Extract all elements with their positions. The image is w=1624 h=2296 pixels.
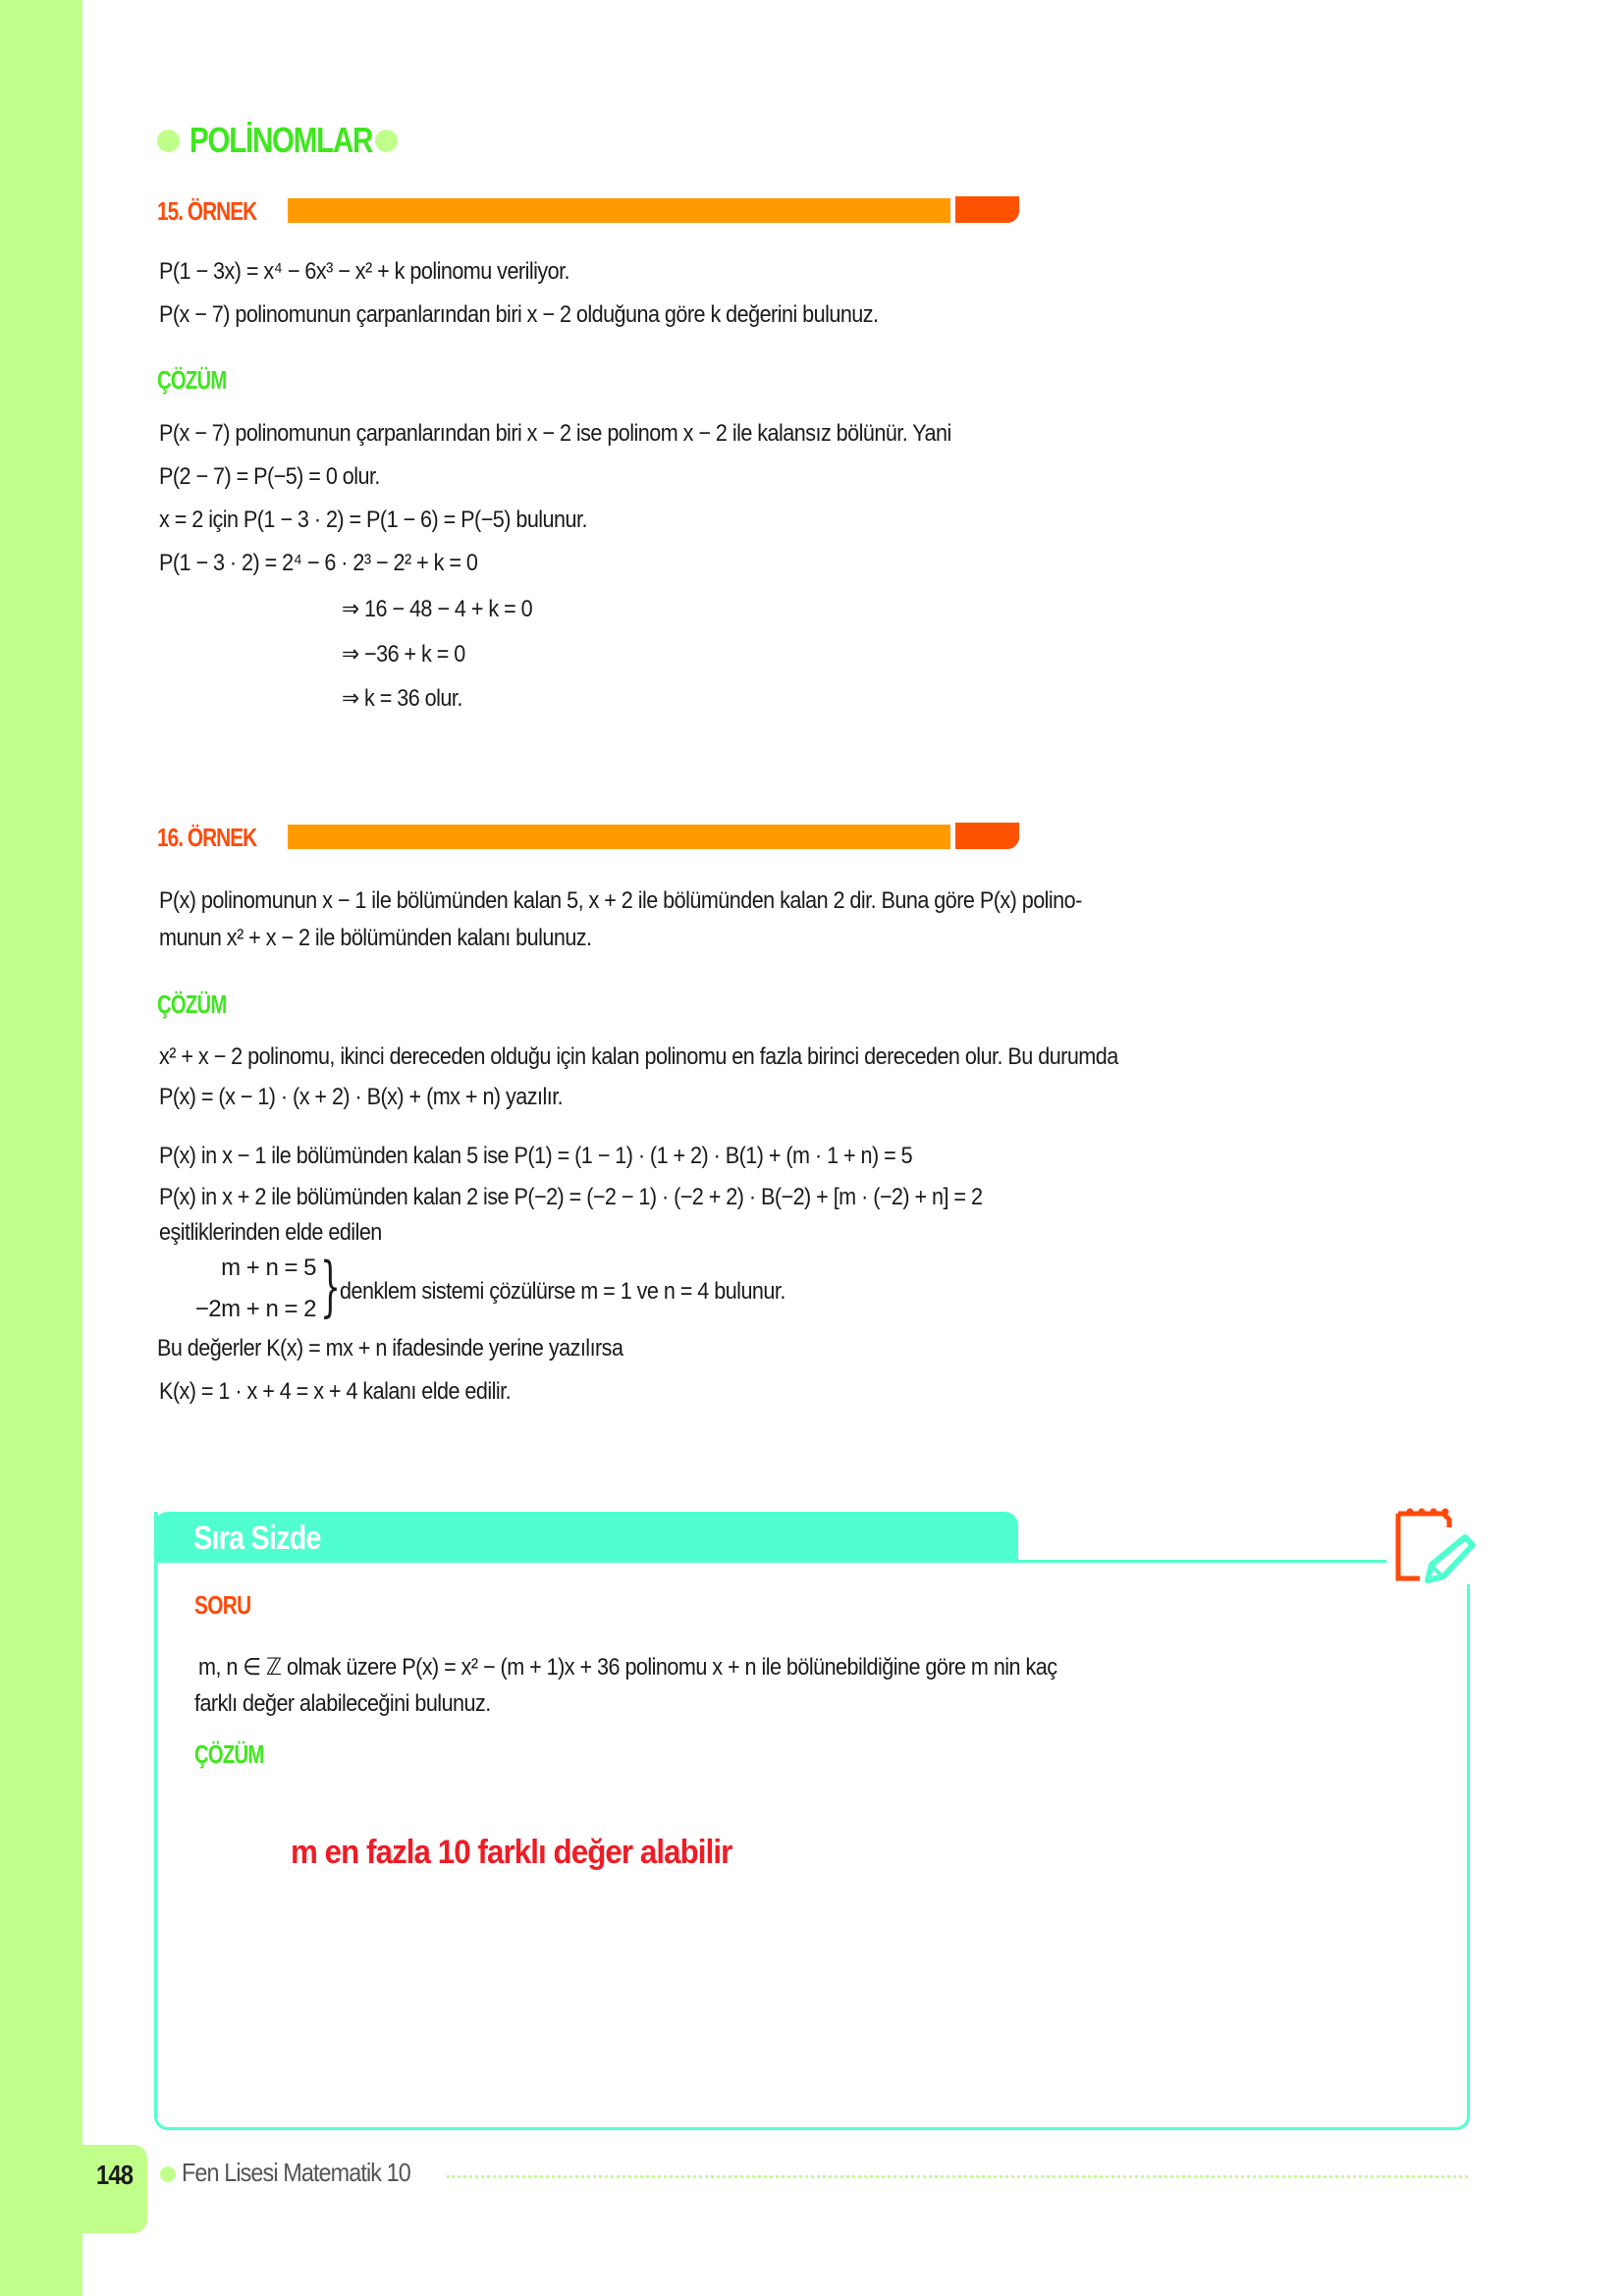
header-bar-cap	[955, 823, 1019, 849]
example-15-solution-line: P(2 − 7) = P(−5) = 0 olur.	[159, 463, 380, 490]
notepad-pencil-icon	[1386, 1502, 1485, 1590]
equation-system-result: denklem sistemi çözülürse m = 1 ve n = 4 bulunur.	[340, 1278, 785, 1305]
sira-sizde-header	[154, 1512, 1018, 1563]
example-16-conclusion-line: K(x) = 1 · x + 4 = x + 4 kalanı elde edilir.	[159, 1378, 512, 1405]
example-15-solution-label: ÇÖZÜM	[157, 365, 227, 395]
bullet-dot-icon	[375, 130, 398, 152]
sira-sizde-header-line	[1017, 1560, 1386, 1563]
example-16-solution-line: eşitliklerinden elde edilen	[159, 1219, 382, 1246]
bullet-dot-icon	[157, 130, 180, 152]
header-bar-cap	[955, 196, 1019, 223]
chapter-title-text: POLİNOMLAR	[189, 120, 373, 160]
equation-2: −2m + n = 2	[194, 1296, 316, 1322]
right-brace-icon: }	[320, 1249, 341, 1324]
sira-sizde-box	[154, 1512, 1470, 2130]
sira-sizde-solution-label: ÇÖZÜM	[194, 1739, 264, 1769]
example-15-solution-line: ⇒ k = 36 olur.	[342, 685, 462, 712]
example-15-solution-line: x = 2 için P(1 − 3 · 2) = P(1 − 6) = P(−5) bulunur.	[159, 507, 587, 533]
example-15-solution-line: ⇒ −36 + k = 0	[342, 641, 465, 667]
header-bar	[288, 198, 950, 223]
equation-1: m + n = 5	[221, 1255, 316, 1281]
example-16-solution-label: ÇÖZÜM	[157, 989, 227, 1019]
bullet-dot-icon	[160, 2166, 176, 2182]
header-bar	[288, 825, 950, 849]
page-number: 148	[96, 2160, 134, 2190]
example-16-solution-line: x² + x − 2 polinomu, ikinci dereceden olduğu için kalan polinomu en fazla birinci dereceden olur. Bu durumda	[159, 1043, 1118, 1070]
example-15-question-line: P(1 − 3x) = x⁴ − 6x³ − x² + k polinomu veriliyor.	[159, 258, 570, 285]
example-16-question-line: P(x) polinomunun x − 1 ile bölümünden kalan 5, x + 2 ile bölümünden kalan 2 dir. Buna göre P(x) polino-	[159, 887, 1082, 914]
example-15-solution-line: P(1 − 3 · 2) = 2⁴ − 6 · 2³ − 2² + k = 0	[159, 550, 478, 576]
question-label: SORU	[194, 1590, 251, 1620]
sira-sizde-question-line: m, n ∈ ℤ olmak üzere P(x) = x² − (m + 1)x + 36 polinomu x + n ile bölünebildiğine göre m nin kaç	[198, 1654, 1057, 1681]
chapter-title	[157, 116, 398, 165]
example-16-solution-line: P(x) in x + 2 ile bölümünden kalan 2 ise P(−2) = (−2 − 1) · (−2 + 2) · B(−2) + [m · (−2) + n] = 2	[159, 1184, 983, 1210]
example-15-header	[157, 196, 285, 226]
handwritten-answer: m en fazla 10 farklı değer alabilir	[291, 1834, 732, 1871]
example-16-solution-line: P(x) = (x − 1) · (x + 2) · B(x) + (mx + n) yazılır.	[159, 1084, 564, 1110]
side-color-strip	[0, 0, 82, 2296]
example-15-question-line: P(x − 7) polinomunun çarpanlarından biri x − 2 olduğuna göre k değerini bulunuz.	[159, 301, 879, 328]
example-16-conclusion-line: Bu değerler K(x) = mx + n ifadesinde yerine yazılırsa	[157, 1335, 623, 1362]
example-15-label: 15. ÖRNEK	[157, 195, 257, 226]
footer-dotted-line	[447, 2175, 1468, 2178]
example-15-solution-line: P(x − 7) polinomunun çarpanlarından biri x − 2 ise polinom x − 2 ile kalansız bölünür. Yani	[159, 420, 951, 447]
example-16-question-line: munun x² + x − 2 ile bölümünden kalanı bulunuz.	[159, 925, 592, 951]
example-16-header	[157, 823, 285, 852]
equation-system	[157, 1249, 353, 1325]
sira-sizde-question-line: farklı değer alabileceğini bulunuz.	[194, 1690, 491, 1717]
sira-sizde-title: Sıra Sizde	[193, 1520, 321, 1557]
example-16-label: 16. ÖRNEK	[157, 822, 257, 852]
example-15-solution-line: ⇒ 16 − 48 − 4 + k = 0	[342, 596, 533, 622]
example-16-solution-line: P(x) in x − 1 ile bölümünden kalan 5 ise P(1) = (1 − 1) · (1 + 2) · B(1) + (m · 1 + n) = 5	[159, 1143, 913, 1169]
book-title: Fen Lisesi Matematik 10	[182, 2158, 410, 2187]
